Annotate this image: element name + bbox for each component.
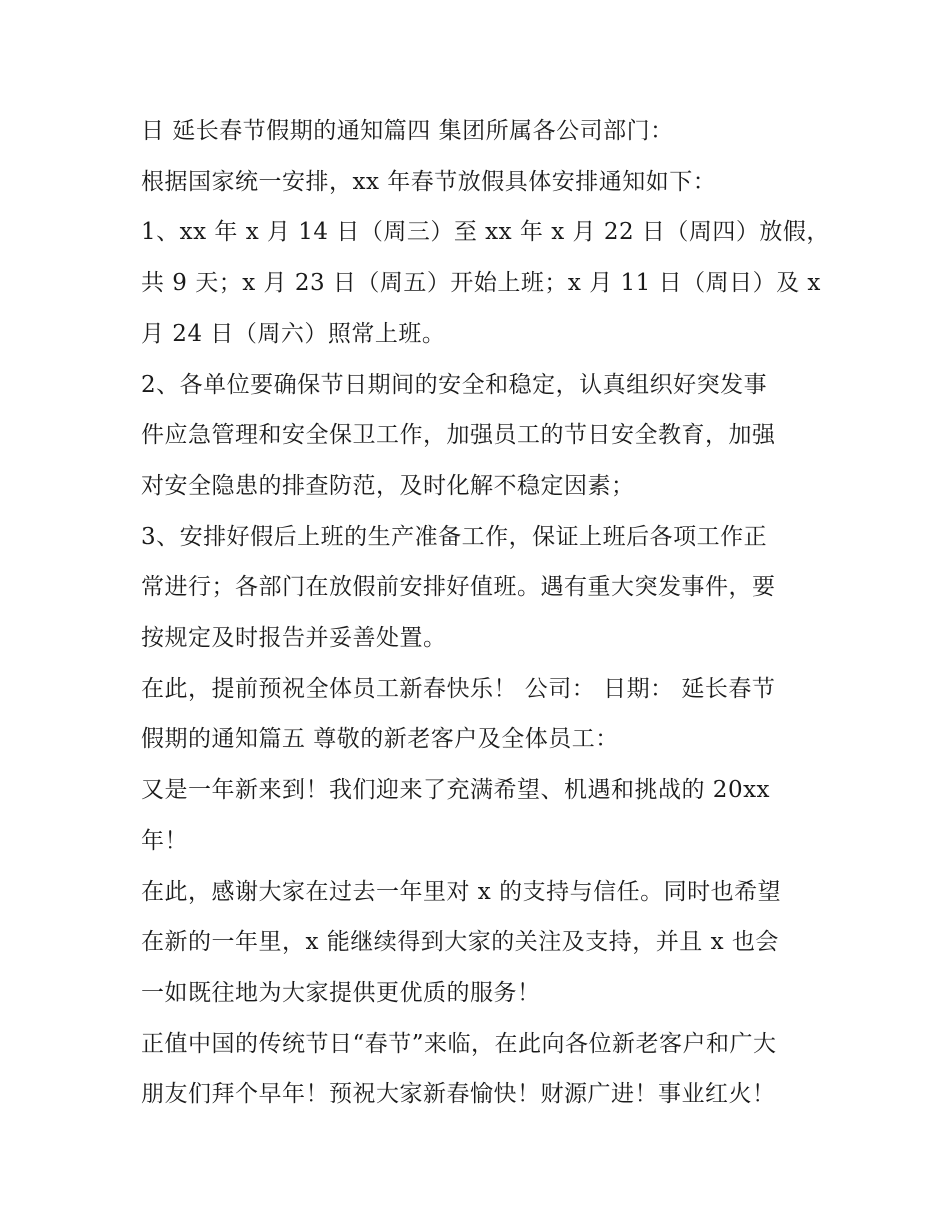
text-line: 在此，提前预祝全体员工新春快乐！ 公司： 日期： 延长春节 [141, 675, 776, 702]
text-line: 年！ [141, 827, 188, 854]
text-line: 件应急管理和安全保卫工作，加强员工的节日安全教育，加强 [141, 422, 776, 449]
text-line: 根据国家统一安排，xx 年春节放假具体安排通知如下： [141, 168, 717, 195]
text-line: 在新的一年里，x 能继续得到大家的关注及支持，并且 x 也会 [141, 929, 779, 956]
document-body [141, 106, 830, 1120]
text-line: 假期的通知篇五 尊敬的新老客户及全体员工： [141, 726, 619, 753]
text-line: 正值中国的传统节日“春节”来临，在此向各位新老客户和广大 [141, 1030, 777, 1057]
text-line: 朋友们拜个早年！预祝大家新春愉快！财源广进！事业红火！ [141, 1081, 776, 1108]
text-line: 共 9 天；x 月 23 日（周五）开始上班；x 月 11 日（周日）及 x [141, 270, 821, 297]
text-line: 2、各单位要确保节日期间的安全和稳定，认真组织好突发事 [141, 371, 768, 398]
text-line: 3、安排好假后上班的生产准备工作，保证上班后各项工作正 [141, 523, 768, 550]
text-line: 一如既往地为大家提供更优质的服务！ [141, 979, 541, 1006]
text-line: 常进行；各部门在放假前安排好值班。遇有重大突发事件，要 [141, 574, 776, 601]
text-line: 又是一年新来到！我们迎来了充满希望、机遇和挑战的 20xx [141, 777, 771, 804]
text-line: 1、xx 年 x 月 14 日（周三）至 xx 年 x 月 22 日（周四）放假， [141, 219, 830, 246]
text-line: 按规定及时报告并妥善处置。 [141, 625, 447, 652]
text-line: 对安全隐患的排查防范，及时化解不稳定因素； [141, 472, 635, 499]
text-line: 在此，感谢大家在过去一年里对 x 的支持与信任。同时也希望 [141, 878, 782, 905]
text-line: 月 24 日（周六）照常上班。 [141, 320, 446, 347]
text-line: 日 延长春节假期的通知篇四 集团所属各公司部门： [141, 118, 674, 144]
